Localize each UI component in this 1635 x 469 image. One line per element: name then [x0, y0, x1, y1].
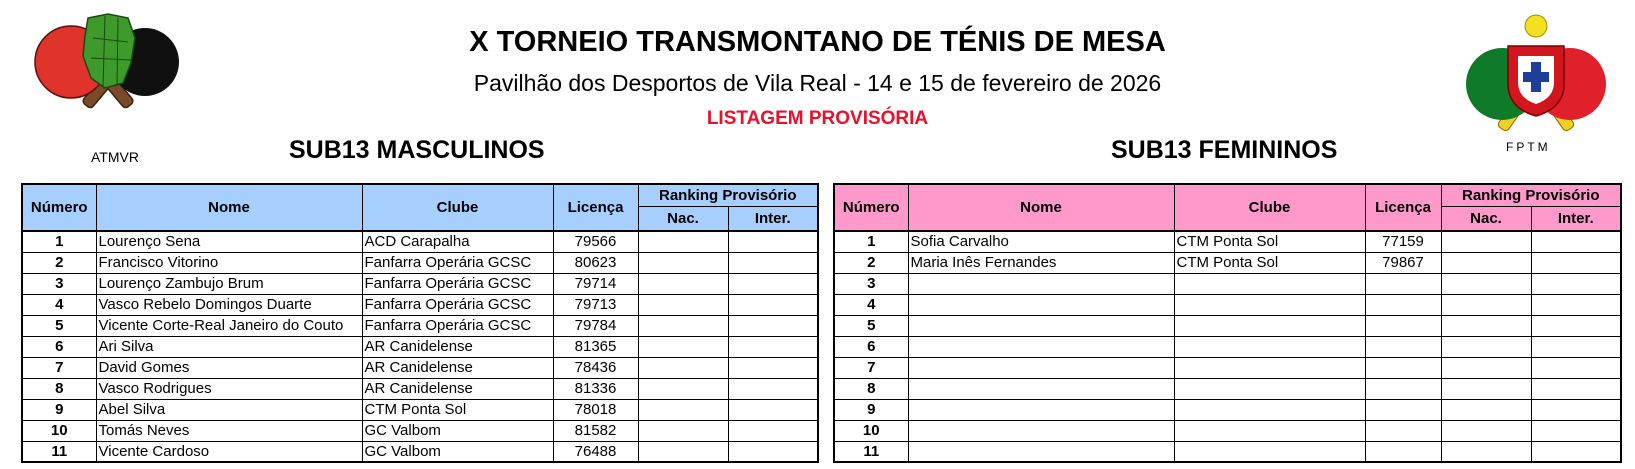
club-name: Fanfarra Operária GCSC: [362, 252, 553, 273]
club-name: [1174, 420, 1365, 441]
club-name: [1174, 336, 1365, 357]
row-number: 4: [834, 294, 908, 315]
ranking-inter: [1531, 315, 1621, 336]
row-number: 1: [22, 231, 96, 252]
page-title: X TORNEIO TRANSMONTANO DE TÉNIS DE MESA: [469, 26, 1166, 58]
female-table: [833, 183, 1622, 463]
ranking-inter: [728, 399, 818, 420]
player-name: Lourenço Sena: [96, 231, 362, 252]
license-number: 81365: [553, 336, 638, 357]
ranking-inter: [1531, 420, 1621, 441]
player-name: [908, 315, 1174, 336]
license-number: 79784: [553, 315, 638, 336]
ranking-nac: [1441, 252, 1531, 273]
table-row: [834, 399, 1621, 420]
ranking-nac: [638, 336, 728, 357]
player-name: [908, 336, 1174, 357]
player-name: [908, 273, 1174, 294]
player-name: Vicente Cardoso: [96, 441, 362, 462]
row-number: 2: [834, 252, 908, 273]
ranking-nac: [638, 315, 728, 336]
table-row: [22, 420, 818, 441]
table-row: [22, 357, 818, 378]
col-inter: Inter.: [1531, 206, 1621, 231]
ranking-inter: [728, 315, 818, 336]
col-numero: Número: [22, 184, 96, 231]
table-row: [22, 231, 818, 252]
ranking-inter: [1531, 378, 1621, 399]
license-number: [1365, 378, 1441, 399]
club-name: [1174, 441, 1365, 462]
col-nome: Nome: [908, 184, 1174, 231]
club-name: ACD Carapalha: [362, 231, 553, 252]
row-number: 6: [834, 336, 908, 357]
ranking-inter: [728, 336, 818, 357]
ranking-inter: [1531, 294, 1621, 315]
player-name: Francisco Vitorino: [96, 252, 362, 273]
table-row: [834, 252, 1621, 273]
col-nome: Nome: [96, 184, 362, 231]
table-row: [22, 378, 818, 399]
table-row: [834, 357, 1621, 378]
club-name: [1174, 357, 1365, 378]
row-number: 11: [22, 441, 96, 462]
table-row: [834, 231, 1621, 252]
row-number: 3: [834, 273, 908, 294]
club-name: CTM Ponta Sol: [1174, 252, 1365, 273]
club-name: AR Canidelense: [362, 357, 553, 378]
ranking-inter: [728, 420, 818, 441]
player-name: Vasco Rebelo Domingos Duarte: [96, 294, 362, 315]
ranking-nac: [638, 252, 728, 273]
player-name: [908, 357, 1174, 378]
license-number: [1365, 357, 1441, 378]
club-name: [1174, 315, 1365, 336]
ranking-inter: [1531, 231, 1621, 252]
license-number: 79713: [553, 294, 638, 315]
player-name: Sofia Carvalho: [908, 231, 1174, 252]
row-number: 10: [22, 420, 96, 441]
col-ranking: Ranking Provisório: [1441, 184, 1621, 206]
club-name: Fanfarra Operária GCSC: [362, 273, 553, 294]
col-nac: Nac.: [1441, 206, 1531, 231]
table-row: [22, 399, 818, 420]
license-number: [1365, 336, 1441, 357]
row-number: 3: [22, 273, 96, 294]
ranking-inter: [728, 231, 818, 252]
license-number: [1365, 420, 1441, 441]
ranking-inter: [728, 378, 818, 399]
table-row: [834, 315, 1621, 336]
player-name: [908, 441, 1174, 462]
col-licenca: Licença: [553, 184, 638, 231]
ranking-inter: [728, 273, 818, 294]
row-number: 9: [834, 399, 908, 420]
player-name: [908, 378, 1174, 399]
license-number: 78018: [553, 399, 638, 420]
license-number: 78436: [553, 357, 638, 378]
atmvr-label: ATMVR: [91, 149, 139, 165]
row-number: 10: [834, 420, 908, 441]
ranking-nac: [638, 441, 728, 462]
male-table: [21, 183, 819, 463]
fptm-label: FPTM: [1506, 140, 1551, 154]
table-row: [834, 336, 1621, 357]
table-row: [834, 441, 1621, 462]
license-number: [1365, 294, 1441, 315]
row-number: 7: [22, 357, 96, 378]
ranking-nac: [638, 399, 728, 420]
row-number: 5: [834, 315, 908, 336]
row-number: 4: [22, 294, 96, 315]
player-name: Lourenço Zambujo Brum: [96, 273, 362, 294]
license-number: 81336: [553, 378, 638, 399]
license-number: 79867: [1365, 252, 1441, 273]
club-name: Fanfarra Operária GCSC: [362, 315, 553, 336]
license-number: [1365, 441, 1441, 462]
ranking-nac: [1441, 294, 1531, 315]
table-row: [834, 420, 1621, 441]
ranking-nac: [1441, 399, 1531, 420]
row-number: 1: [834, 231, 908, 252]
club-name: GC Valbom: [362, 441, 553, 462]
row-number: 8: [834, 378, 908, 399]
ranking-nac: [1441, 441, 1531, 462]
license-number: [1365, 273, 1441, 294]
club-name: Fanfarra Operária GCSC: [362, 294, 553, 315]
ranking-nac: [638, 378, 728, 399]
club-name: [1174, 399, 1365, 420]
ranking-nac: [1441, 378, 1531, 399]
license-number: 80623: [553, 252, 638, 273]
license-number: 79566: [553, 231, 638, 252]
table-row: [22, 315, 818, 336]
page-subtitle: Pavilhão dos Desportos de Vila Real - 14 e 15 de fevereiro de 2026: [473, 70, 1162, 96]
player-name: [908, 399, 1174, 420]
ranking-nac: [638, 231, 728, 252]
ranking-inter: [1531, 252, 1621, 273]
male-heading: SUB13 MASCULINOS: [289, 136, 545, 164]
ranking-nac: [638, 294, 728, 315]
table-row: [22, 441, 818, 462]
ranking-nac: [638, 273, 728, 294]
table-row: [834, 378, 1621, 399]
table-row: [22, 273, 818, 294]
row-number: 5: [22, 315, 96, 336]
ranking-nac: [1441, 231, 1531, 252]
ranking-inter: [728, 252, 818, 273]
license-number: 79714: [553, 273, 638, 294]
player-name: Tomás Neves: [96, 420, 362, 441]
col-licenca: Licença: [1365, 184, 1441, 231]
player-name: Ari Silva: [96, 336, 362, 357]
license-number: 81582: [553, 420, 638, 441]
license-number: [1365, 315, 1441, 336]
row-number: 7: [834, 357, 908, 378]
ranking-inter: [1531, 441, 1621, 462]
row-number: 11: [834, 441, 908, 462]
player-name: Abel Silva: [96, 399, 362, 420]
club-name: GC Valbom: [362, 420, 553, 441]
table-row: [22, 252, 818, 273]
col-clube: Clube: [362, 184, 553, 231]
ranking-nac: [638, 357, 728, 378]
ranking-inter: [728, 357, 818, 378]
club-name: AR Canidelense: [362, 336, 553, 357]
status-label: LISTAGEM PROVISÓRIA: [706, 108, 929, 129]
club-name: CTM Ponta Sol: [1174, 231, 1365, 252]
atmvr-logo: [33, 8, 183, 120]
row-number: 9: [22, 399, 96, 420]
ranking-inter: [728, 294, 818, 315]
row-number: 6: [22, 336, 96, 357]
player-name: Vasco Rodrigues: [96, 378, 362, 399]
player-name: Vicente Corte-Real Janeiro do Couto: [96, 315, 362, 336]
club-name: AR Canidelense: [362, 378, 553, 399]
ranking-nac: [1441, 357, 1531, 378]
female-heading: SUB13 FEMININOS: [1111, 136, 1338, 164]
club-name: CTM Ponta Sol: [362, 399, 553, 420]
col-nac: Nac.: [638, 206, 728, 231]
table-row: [834, 273, 1621, 294]
col-clube: Clube: [1174, 184, 1365, 231]
club-name: [1174, 378, 1365, 399]
club-name: [1174, 273, 1365, 294]
col-inter: Inter.: [728, 206, 818, 231]
col-ranking: Ranking Provisório: [638, 184, 818, 206]
row-number: 8: [22, 378, 96, 399]
ranking-inter: [1531, 357, 1621, 378]
ranking-nac: [1441, 273, 1531, 294]
ranking-nac: [1441, 315, 1531, 336]
club-name: [1174, 294, 1365, 315]
ranking-nac: [638, 420, 728, 441]
ranking-inter: [728, 441, 818, 462]
table-row: [834, 294, 1621, 315]
license-number: [1365, 399, 1441, 420]
player-name: David Gomes: [96, 357, 362, 378]
player-name: Maria Inês Fernandes: [908, 252, 1174, 273]
ranking-inter: [1531, 399, 1621, 420]
table-row: [22, 336, 818, 357]
table-row: [22, 294, 818, 315]
license-number: 76488: [553, 441, 638, 462]
ranking-nac: [1441, 420, 1531, 441]
row-number: 2: [22, 252, 96, 273]
ranking-inter: [1531, 336, 1621, 357]
ranking-inter: [1531, 273, 1621, 294]
player-name: [908, 420, 1174, 441]
player-name: [908, 294, 1174, 315]
col-numero: Número: [834, 184, 908, 231]
license-number: 77159: [1365, 231, 1441, 252]
ranking-nac: [1441, 336, 1531, 357]
